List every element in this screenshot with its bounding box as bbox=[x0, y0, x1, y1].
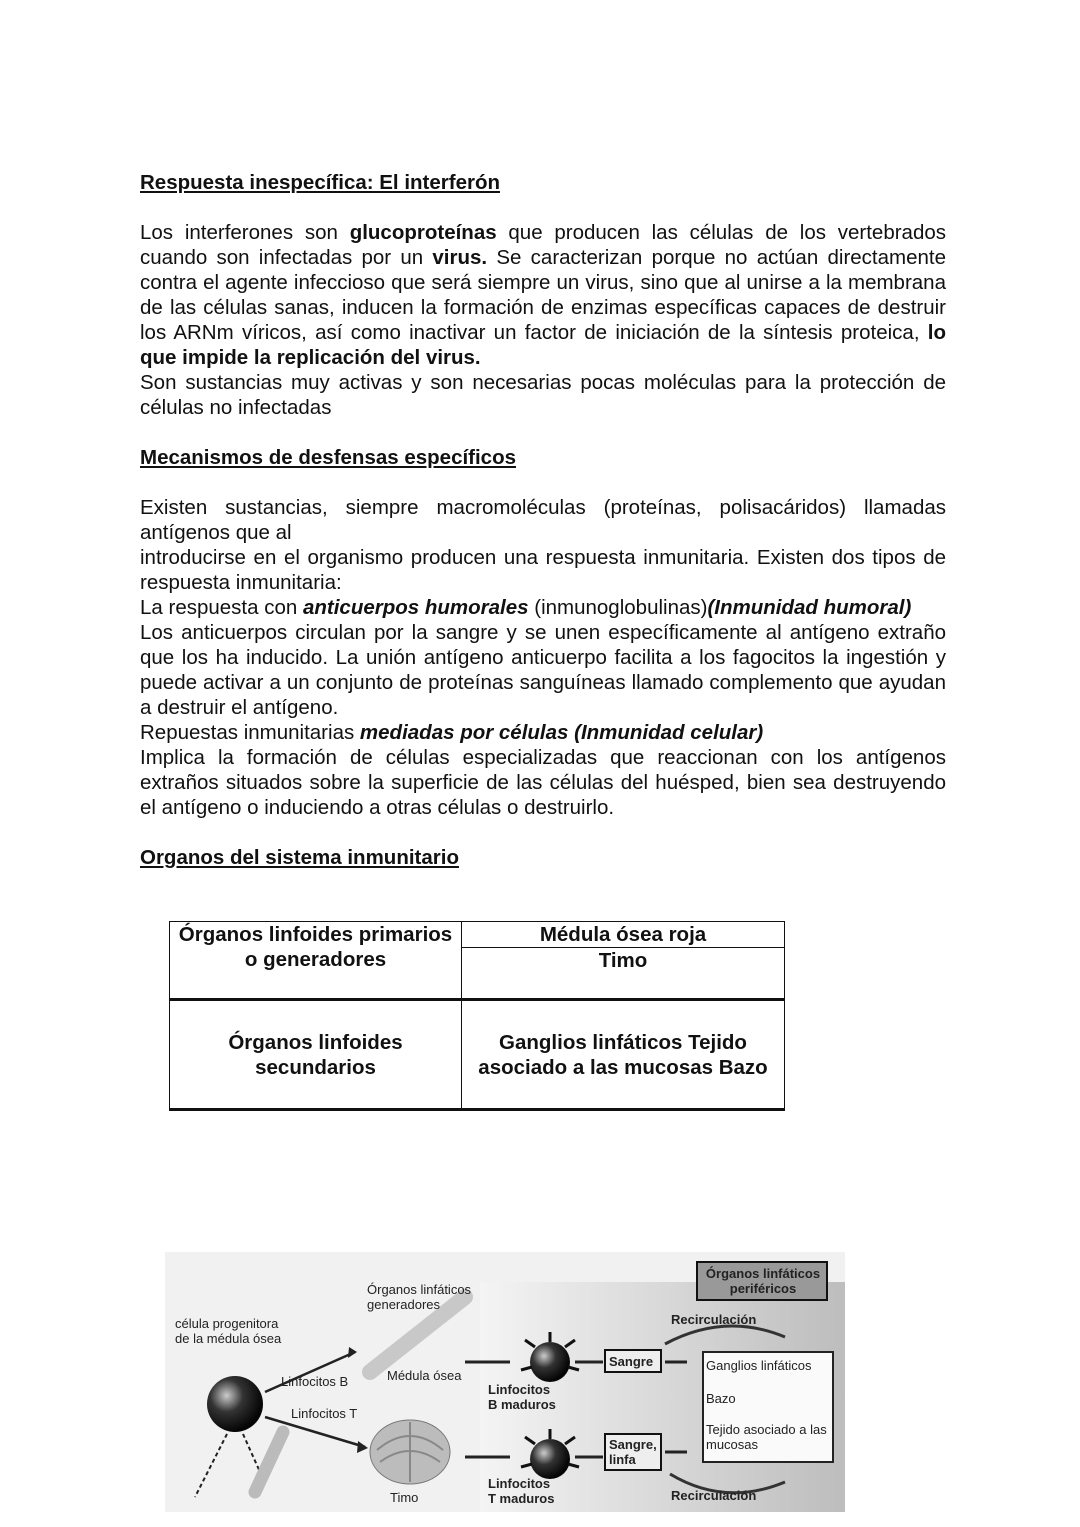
label-mature-b: Linfocitos B maduros bbox=[488, 1382, 556, 1412]
heading-specific-defense: Mecanismos de desfensas específicos bbox=[140, 446, 517, 469]
heading-interferon: Respuesta inespecífica: El interferón bbox=[140, 171, 501, 194]
label-bone-marrow: Médula ósea bbox=[387, 1368, 462, 1383]
label-peripheral: Órganos linfáticos periféricos bbox=[705, 1266, 821, 1296]
paragraph-interferon-activity: Son sustancias muy activas y son necesarias pocas moléculas para la protección de células no infectadas bbox=[140, 371, 946, 419]
label-b-cells: Linfocitos B bbox=[281, 1374, 349, 1389]
secondary-organs-list: Ganglios linfáticos Tejido asociado a las mucosas Bazo bbox=[462, 1000, 785, 1110]
label-mucosa: Tejido asociado a las mucosas bbox=[706, 1422, 827, 1452]
label-generators: Órganos linfáticos generadores bbox=[367, 1282, 472, 1312]
progenitor-cell-icon bbox=[207, 1376, 263, 1432]
heading-immune-organs: Organos del sistema inmunitario bbox=[140, 846, 459, 869]
label-t-cells: Linfocitos T bbox=[291, 1406, 358, 1421]
secondary-organs-label: Órganos linfoides secundarios bbox=[170, 1000, 462, 1110]
immune-organs-table bbox=[169, 921, 785, 1111]
label-lymph-nodes: Ganglios linfáticos bbox=[706, 1358, 812, 1373]
label-spleen: Bazo bbox=[706, 1391, 736, 1406]
primary-organs-label: Órganos linfoides primarios o generadores bbox=[170, 922, 462, 1000]
label-recirculation-top: Recirculación bbox=[671, 1312, 757, 1327]
document-page bbox=[140, 170, 946, 870]
paragraph-humoral: La respuesta con anticuerpos humorales (inmunoglobulinas)(Inmunidad humoral) bbox=[140, 596, 912, 619]
mature-t-cell-icon bbox=[530, 1439, 570, 1479]
lymphoid-organs-diagram bbox=[165, 1252, 845, 1512]
paragraph-interferon: Los interferones son glucoproteínas que producen las células de los vertebrados cuando son infectadas por un virus. Se caracterizan porque no actúan directamente contra el agente infeccioso que será siempre un virus, sino que al unirse a la membrana de las células sanas, inducen la formación de enzimas específicas capaces de destruir los ARNm víricos, así como inactivar un factor de iniciación de la síntesis proteica, lo que impide la replicación del virus. bbox=[140, 221, 946, 369]
paragraph-cellular: Repuestas inmunitarias mediadas por células (Inmunidad celular) bbox=[140, 721, 764, 744]
label-blood: Sangre bbox=[609, 1354, 654, 1369]
label-progenitor: célula progenitora de la médula ósea bbox=[175, 1316, 282, 1346]
label-recirculation-bottom: Recirculación bbox=[671, 1488, 757, 1503]
paragraph-antigens-a: Existen sustancias, siempre macromoléculas (proteínas, polisacáridos) llamadas antígenos que al bbox=[140, 496, 946, 544]
paragraph-cellular-detail: Implica la formación de células especializadas que reaccionan con los antígenos extraños situados sobre la superficie de las células del huésped, bien sea destruyendo el antígeno o induciendo a otras células o destruirlo. bbox=[140, 746, 946, 819]
paragraph-antigens-b: introducirse en el organismo producen una respuesta inmunitaria. Existen dos tipos de respuesta inmunitaria: bbox=[140, 546, 946, 594]
primary-organ-thymus: Timo bbox=[462, 948, 785, 1000]
label-mature-t: Linfocitos T maduros bbox=[488, 1476, 555, 1506]
label-thymus: Timo bbox=[390, 1490, 419, 1505]
paragraph-antibodies: Los anticuerpos circulan por la sangre y se unen específicamente al antígeno extraño que los ha inducido. La unión antígeno anticuerpo facilita a los fagocitos la ingestión y puede activar a un conjunto de proteínas sanguíneas llamado complemento que ayudan a destruir el antígeno. bbox=[140, 621, 946, 719]
label-blood-lymph: Sangre, linfa bbox=[609, 1437, 657, 1467]
mature-b-cell-icon bbox=[530, 1342, 570, 1382]
primary-organ-marrow: Médula ósea roja bbox=[462, 922, 785, 948]
